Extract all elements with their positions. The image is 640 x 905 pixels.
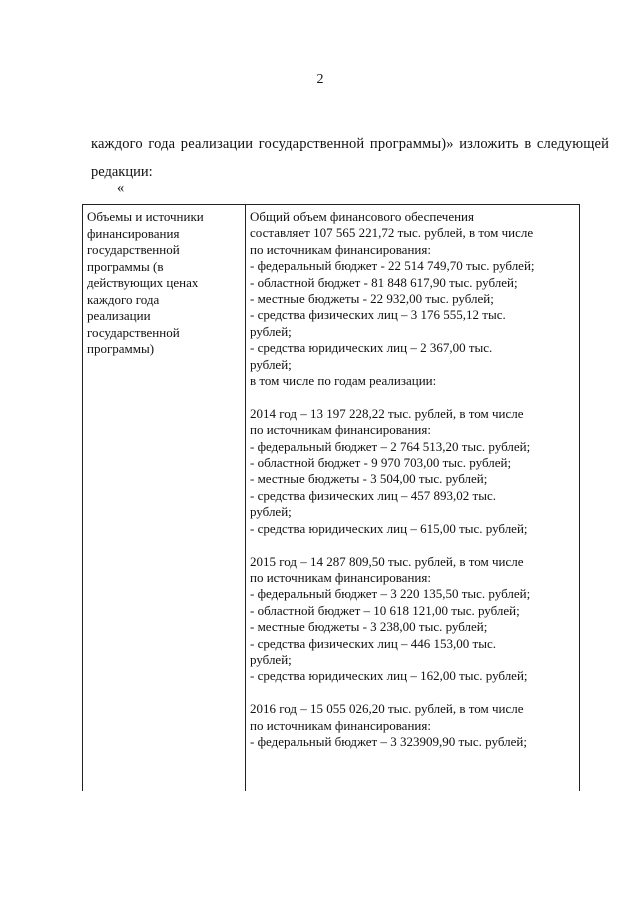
funding-line: по источникам финансирования: xyxy=(250,241,431,257)
block-gap xyxy=(250,389,579,405)
intro-line-2: редакции: xyxy=(91,164,153,180)
funding-line: - областной бюджет - 9 970 703,00 тыс. рублей; xyxy=(250,455,512,471)
funding-line: - федеральный бюджет - 22 514 749,70 тыс. рублей; xyxy=(250,258,535,274)
funding-line: составляет 107 565 221,72 тыс. рублей, в том числе xyxy=(250,225,534,241)
funding-line: - областной бюджет - 81 848 617,90 тыс. рублей; xyxy=(250,274,518,290)
funding-line: - средства юридических лиц – 615,00 тыс. рублей; xyxy=(250,520,528,536)
funding-line: 2015 год – 14 287 809,50 тыс. рублей, в том числе xyxy=(250,553,524,569)
funding-line: рублей; xyxy=(250,651,292,667)
label-line: программы (в xyxy=(87,258,164,274)
funding-2014-block xyxy=(250,406,579,537)
funding-line: в том числе по годам реализации: xyxy=(250,373,437,389)
funding-line: по источникам финансирования: xyxy=(250,717,431,733)
funding-line: - средства физических лиц – 446 153,00 тыс. xyxy=(250,635,496,651)
funding-line: - местные бюджеты - 3 238,00 тыс. рублей; xyxy=(250,619,488,635)
label-line: каждого года xyxy=(87,291,160,307)
funding-2016-block xyxy=(250,701,579,750)
page-number: 2 xyxy=(316,72,324,87)
block-gap xyxy=(250,537,579,553)
label-line: государственной xyxy=(87,242,180,257)
funding-line: - федеральный бюджет – 2 764 513,20 тыс. рублей; xyxy=(250,438,531,454)
funding-line: - областной бюджет – 10 618 121,00 тыс. рублей; xyxy=(250,602,520,618)
funding-line: рублей; xyxy=(250,356,292,372)
funding-line: по источникам финансирования: xyxy=(250,569,431,585)
label-line: государственной xyxy=(87,324,180,340)
funding-line: - средства физических лиц – 457 893,02 тыс. xyxy=(250,487,496,503)
opening-quote: « xyxy=(117,180,125,196)
table-value-cell xyxy=(246,205,579,791)
funding-line: 2016 год – 15 055 026,20 тыс. рублей, в том числе xyxy=(250,701,524,717)
funding-line: - средства физических лиц – 3 176 555,12 тыс. xyxy=(250,307,506,323)
funding-line: по источникам финансирования: xyxy=(250,422,431,438)
funding-line: - местные бюджеты - 22 932,00 тыс. рублей; xyxy=(250,291,494,307)
funding-line: - средства юридических лиц – 162,00 тыс. рублей; xyxy=(250,668,528,684)
funding-line: рублей; xyxy=(250,504,292,520)
funding-line: - федеральный бюджет – 3 220 135,50 тыс. рублей; xyxy=(250,586,531,602)
funding-line: 2014 год – 13 197 228,22 тыс. рублей, в том числе xyxy=(250,405,524,421)
table-label-cell xyxy=(83,205,246,791)
funding-line: - местные бюджеты - 3 504,00 тыс. рублей; xyxy=(250,471,488,487)
label-line: финансирования xyxy=(87,225,180,241)
label-line: Объемы и источники xyxy=(87,209,204,224)
funding-line: - средства юридических лиц – 2 367,00 тыс. xyxy=(250,340,493,356)
funding-table xyxy=(82,204,580,791)
intro-line-1: каждого года реализации государственной программы)» изложить в следующей xyxy=(91,136,609,152)
funding-line: - федеральный бюджет – 3 323909,90 тыс. рублей; xyxy=(250,733,527,749)
funding-2015-block xyxy=(250,554,579,685)
funding-total-block xyxy=(250,209,579,389)
label-line: программы) xyxy=(87,341,155,356)
funding-line: рублей; xyxy=(250,323,292,339)
label-line: действующих ценах xyxy=(87,275,199,290)
block-gap xyxy=(250,685,579,701)
label-line: реализации xyxy=(87,308,151,323)
funding-line: Общий объем финансового обеспечения xyxy=(250,209,474,224)
